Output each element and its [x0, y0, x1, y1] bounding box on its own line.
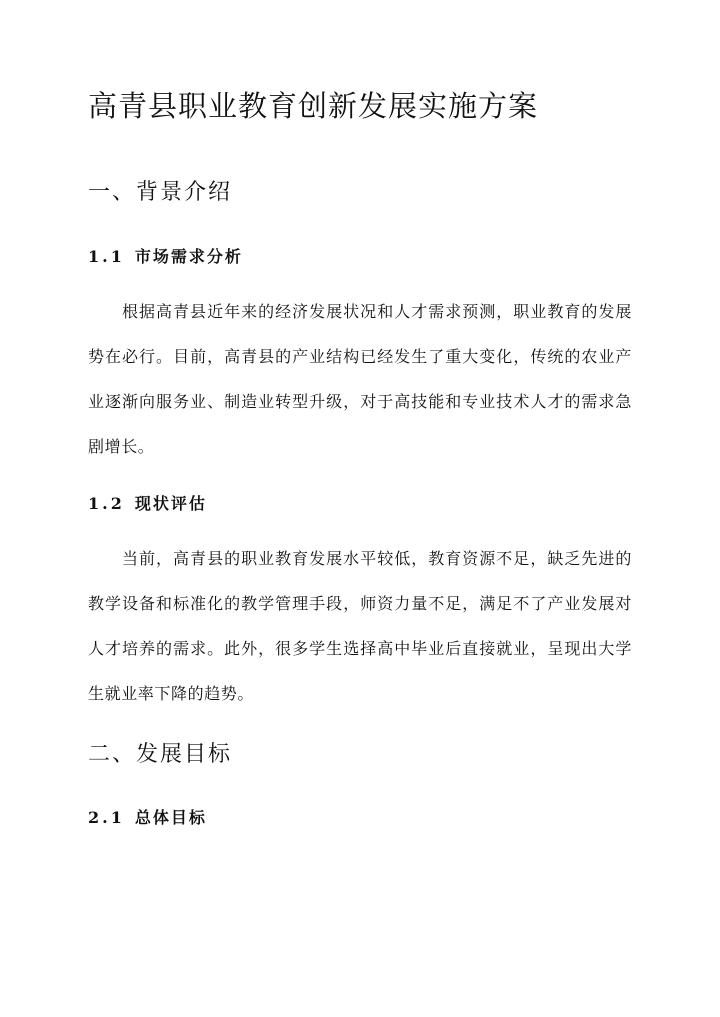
subsection-number: 1.2 — [88, 494, 125, 513]
section-heading-background: 一、背景介绍 — [88, 180, 233, 205]
section-heading-development-goals: 二、发展目标 — [88, 742, 233, 767]
subsection-heading-overall-goals — [88, 805, 207, 828]
subsection-number: 1.1 — [88, 247, 125, 266]
subsection-title: 现状评估 — [134, 494, 207, 513]
subsection-number: 2.1 — [88, 808, 125, 827]
subsection-heading-status-assessment — [88, 491, 207, 514]
document-title: 高青县职业教育创新发展实施方案 — [88, 89, 539, 123]
paragraph-status-assessment: 当前，高青县的职业教育发展水平较低，教育资源不足，缺乏先进的教学设备和标准化的教学管理手段，师资力量不足，满足不了产业发展对人才培养的需求。此外，很多学生选择高中毕业后直接就业，呈现出大学生就业率下降的趋势。 — [88, 549, 632, 703]
subsection-heading-market-analysis — [88, 244, 243, 267]
subsection-title: 市场需求分析 — [134, 247, 243, 266]
subsection-title: 总体目标 — [134, 808, 207, 827]
paragraph-market-analysis: 根据高青县近年来的经济发展状况和人才需求预测，职业教育的发展势在必行。目前，高青县的产业结构已经发生了重大变化，传统的农业产业逐渐向服务业、制造业转型升级，对于高技能和专业技术人才的需求急剧增长。 — [88, 302, 632, 456]
